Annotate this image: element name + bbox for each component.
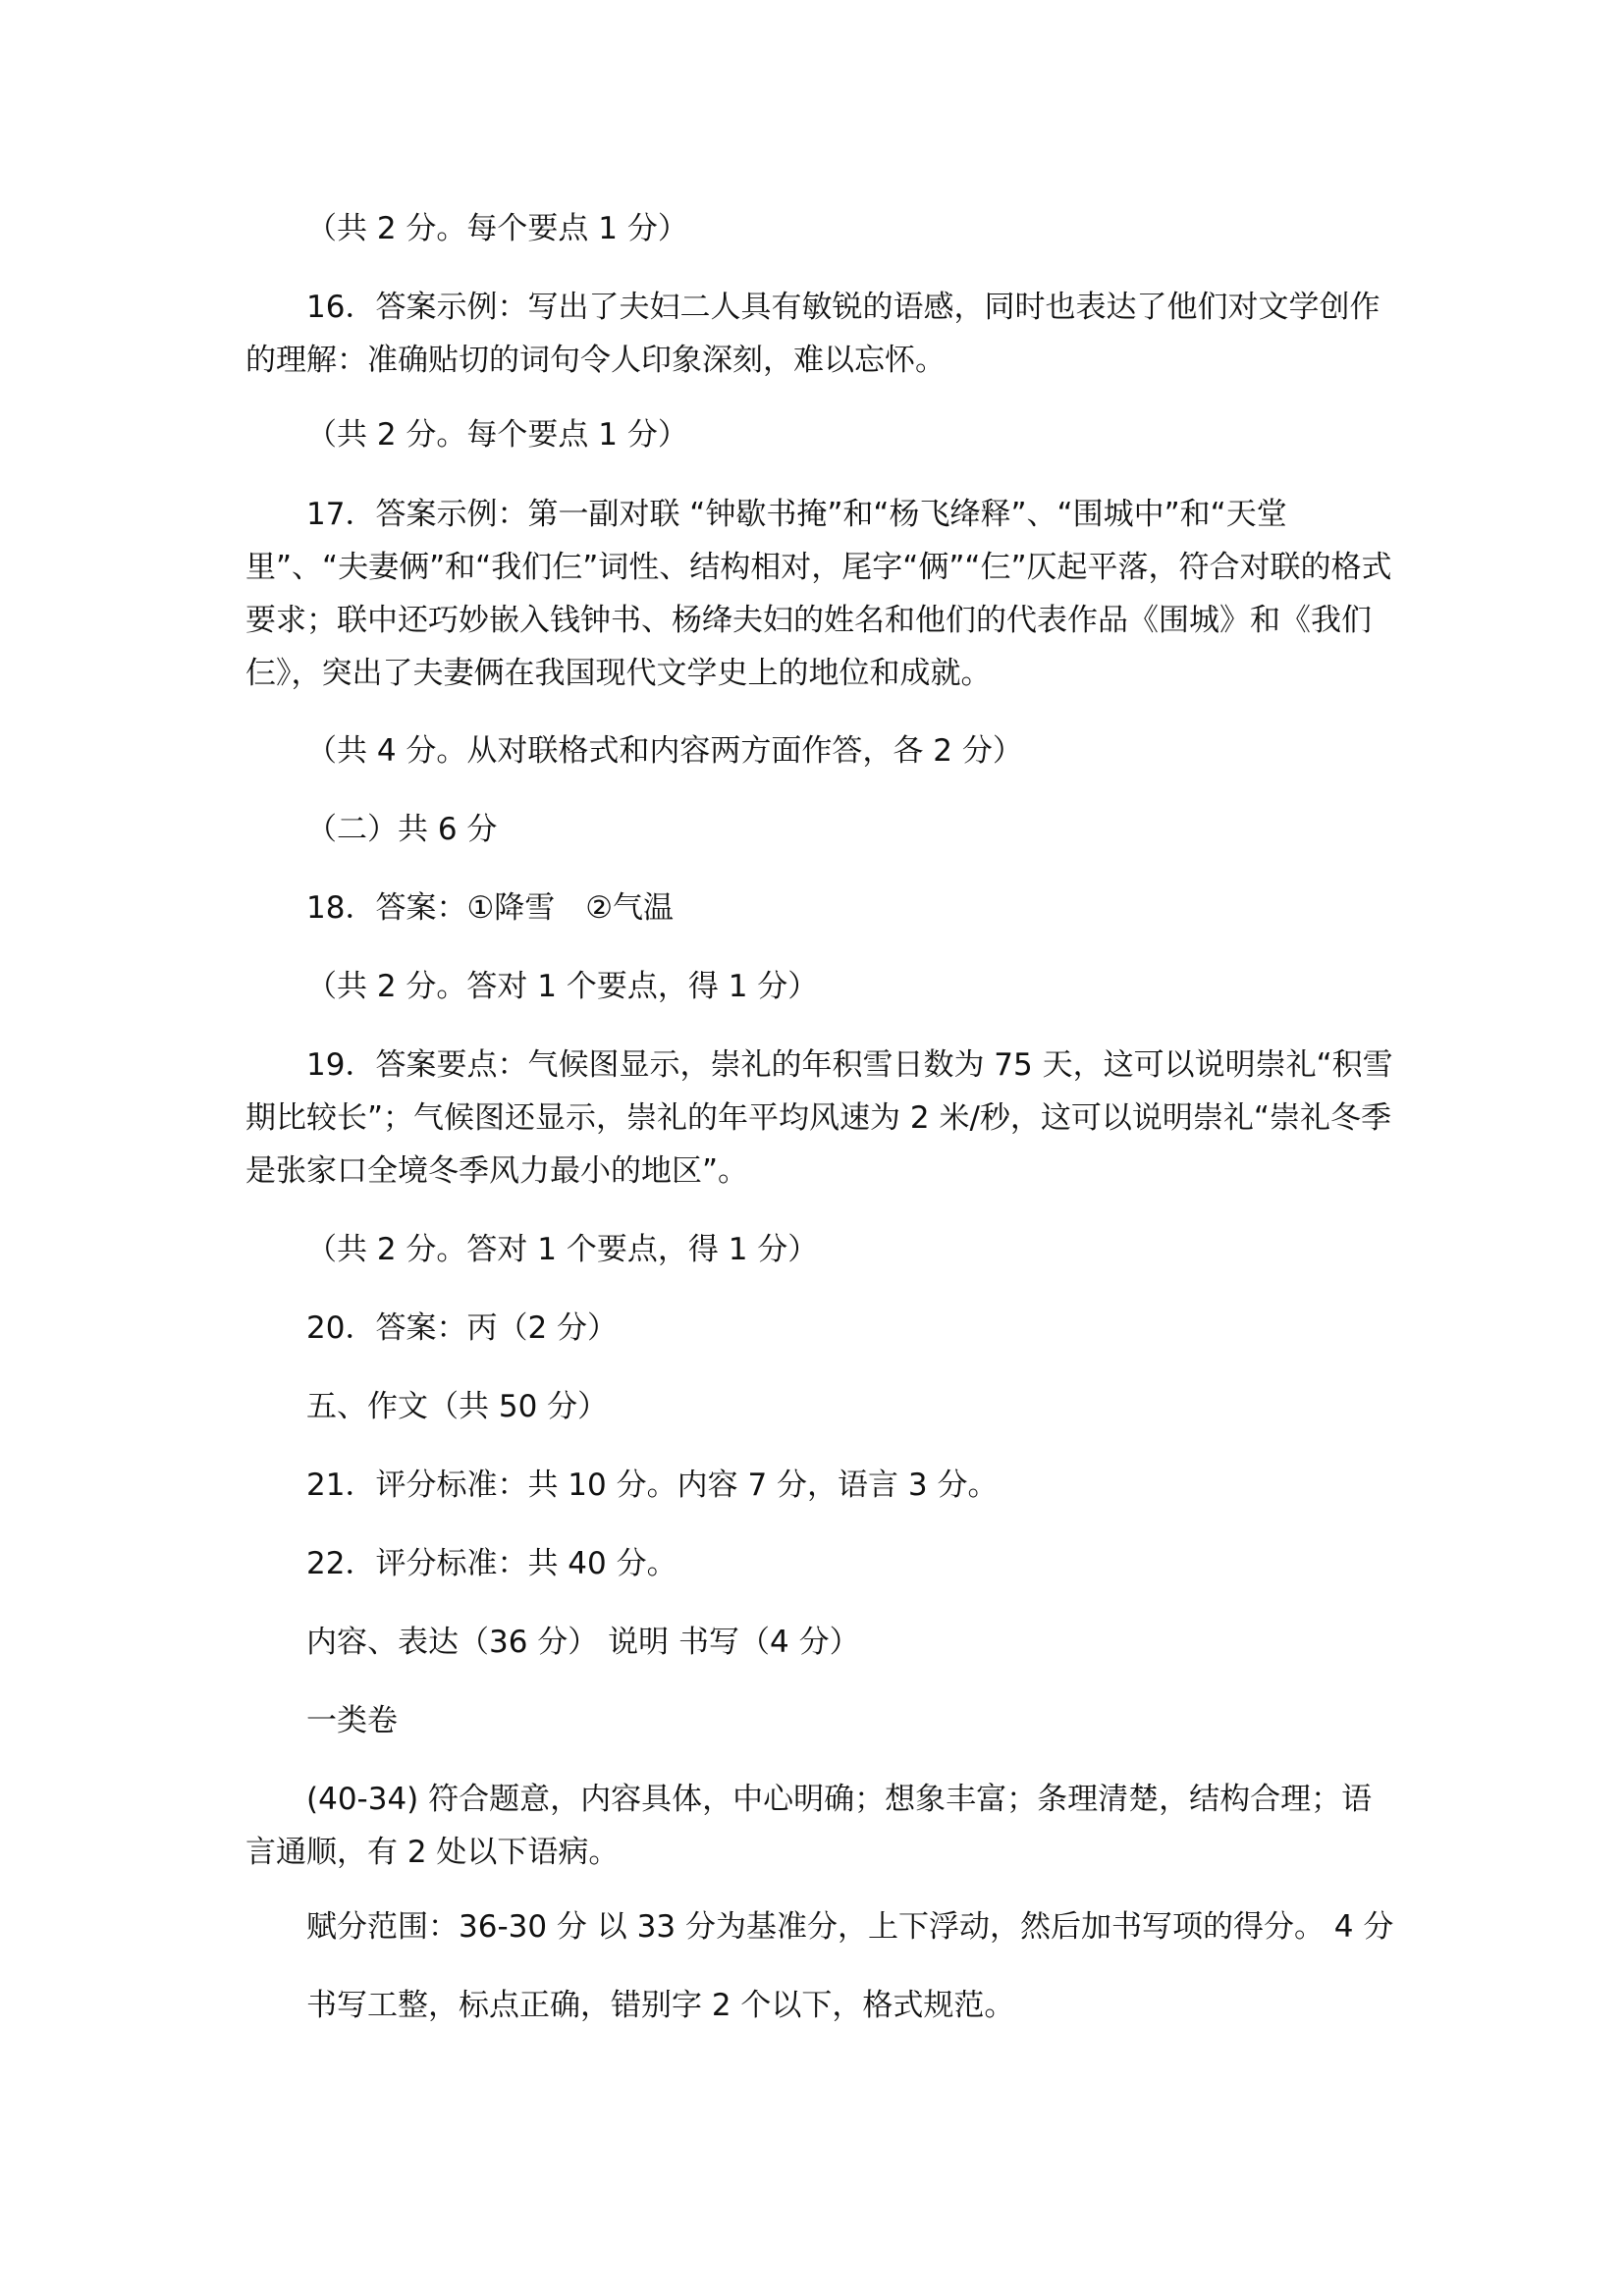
answer-18: 18．答案：①降雪 ②气温 (306, 890, 675, 926)
score-note-3: （共 4 分。从对联格式和内容两方面作答，各 2 分） (306, 733, 1023, 769)
grading-21: 21．评分标准：共 10 分。内容 7 分，语言 3 分。 (306, 1468, 999, 1503)
section-five-heading: 五、作文（共 50 分） (306, 1389, 609, 1424)
section-two-heading: （二）共 6 分 (306, 812, 498, 847)
first-class-label: 一类卷 (306, 1703, 398, 1738)
answer-20: 20．答案：丙（2 分） (306, 1310, 619, 1346)
writing-criteria: 书写工整，标点正确，错别字 2 个以下，格式规范。 (306, 1988, 1015, 2023)
answer-16: 16．答案示例：写出了夫妇二人具有敏锐的语感，同时也表达了他们对文学创作的理解：准确贴切的词句令人印象深刻，难以忘怀。 (245, 290, 1380, 378)
first-class-criteria: (40-34) 符合题意，内容具体，中心明确；想象丰富；条理清楚，结构合理；语言通顺，有 2 处以下语病。 (245, 1782, 1373, 1870)
score-note-4: （共 2 分。答对 1 个要点，得 1 分） (306, 969, 819, 1004)
score-note-5: （共 2 分。答对 1 个要点，得 1 分） (306, 1232, 819, 1267)
answer-19: 19．答案要点：气候图显示，崇礼的年积雪日数为 75 天，这可以说明崇礼“积雪期比较长”；气候图还显示，崇礼的年平均风速为 2 米/秒，这可以说明崇礼“崇礼冬季是张家口全境冬季风力最小的地区”。 (245, 1047, 1393, 1189)
answer-17: 17．答案示例：第一副对联 “钟歇书掩”和“杨飞绛释”、“围城中”和“天堂里”、“夫妻俩”和“我们仨”词性、结构相对，尾字“俩”“仨”仄起平落，符合对联的格式要求；联中还巧妙嵌入钱钟书、杨绛夫妇的姓名和他们的代表作品《围城》和《我们仨》，突出了夫妻俩在我国现代文学史上的地位和成就。 (245, 497, 1392, 691)
grading-22: 22．评分标准：共 40 分。 (306, 1546, 677, 1581)
score-note-1: （共 2 分。每个要点 1 分） (306, 211, 688, 246)
grading-columns: 内容、表达（36 分） 说明 书写（4 分） (306, 1625, 860, 1660)
score-range: 赋分范围：36-30 分 以 33 分为基准分，上下浮动，然后加书写项的得分。 4 分 (306, 1909, 1394, 1945)
score-note-2: （共 2 分。每个要点 1 分） (306, 417, 688, 453)
